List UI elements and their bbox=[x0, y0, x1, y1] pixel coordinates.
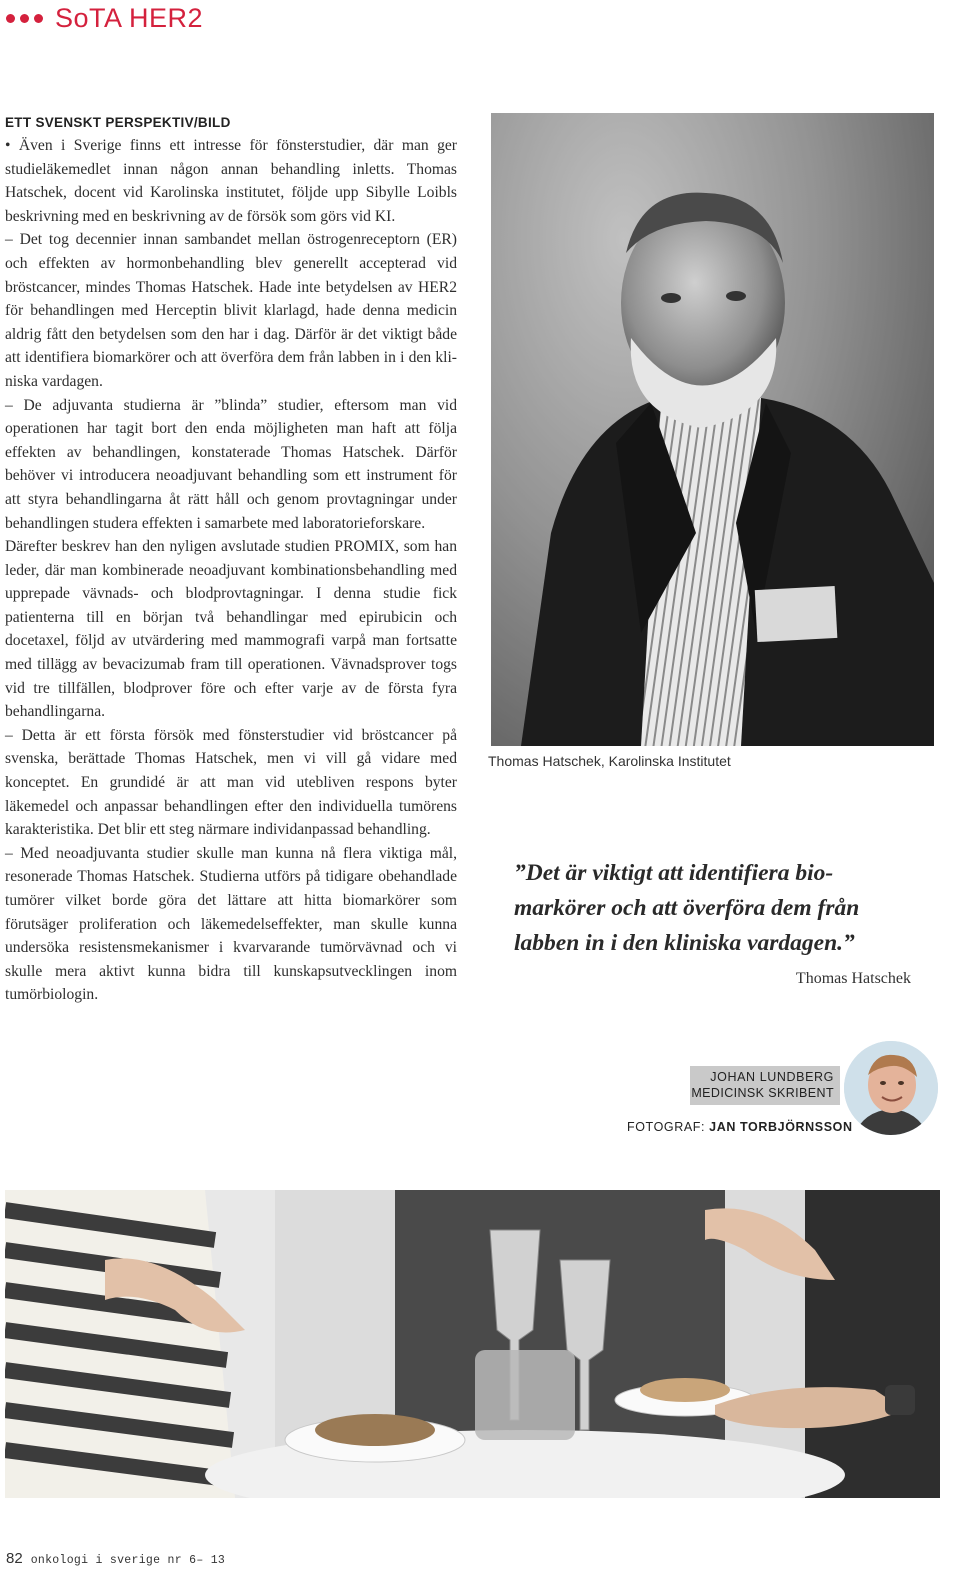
article-paragraph: – Detta är ett första försök med fönsterstudier vid bröstcancer på svenska, berättade Thomas Hatschek, men vi vill gå vidare med konceptet. En grundidé är att man vid utebliven respons byter läkemedel och anpassar behandlingen efter den individuella tumörens karakteristika. Det blir ett steg närmare individanpassad behandling. bbox=[5, 726, 457, 839]
article-body bbox=[5, 114, 457, 1007]
pull-quote: ”Det är viktigt att identifiera biomarkörer och att överföra dem från labben in i den kliniska vardagen.” bbox=[514, 860, 860, 956]
photographer-label: FOTOGRAF: bbox=[627, 1120, 706, 1134]
article-paragraph: • Även i Sverige finns ett intresse för fönsterstudier, där man ger studieläkemedlet innan någon annan behandling inletts. Thomas Hatschek, docent vid Karolinska institutet, följde upp Sibylle Loibls beskrivning med en beskrivning av de försök som görs vid KI. bbox=[5, 137, 457, 225]
article-paragraph: – Det tog decennier innan sambandet mellan östrogenreceptorn (ER) och effekten av hormonbehandling blev generellt accepterad vid bröstcancer, mindes Thomas Hatschek. Hade inte betydelsen av HER2 för behandlingen med Herceptin blivit klarlagd, hade denna medicin aldrig fått den betydelsen som den har i dag. Därför är det viktigt både att identifiera biomarkörer och att överföra dem från labben in i den kliniska vardagen. bbox=[5, 231, 457, 390]
pull-quote-author: Thomas Hatschek bbox=[795, 970, 911, 987]
article-paragraph: Därefter beskrev han den nyligen avslutade studien PROMIX, som han leder, där man kombinerade neoadjuvant kombinationsbehandling med upprepade vävnads- och blodprovtagningar. I denna studie fick patienterna till en början två behandlingar med epirubicin och docetaxel, följd av utvärdering med mammografi varpå man fortsatte med tillägg av bevacizumab fram till operationen. Vävnadsprover togs vid tre tillfällen, blodprover före och efter varje av de första fyra behandlingarna. bbox=[5, 538, 457, 721]
author-byline bbox=[690, 1066, 840, 1105]
bullet-dots-icon bbox=[6, 14, 43, 23]
author-name: JOHAN LUNDBERG bbox=[710, 1070, 834, 1084]
author-photo bbox=[844, 1041, 938, 1135]
photographer-name: JAN TORBJÖRNSSON bbox=[709, 1120, 853, 1134]
dining-photo bbox=[5, 1190, 940, 1498]
photo-caption: Thomas Hatschek, Karolinska Institutet bbox=[488, 753, 731, 769]
page-footer bbox=[6, 1550, 225, 1567]
page-header bbox=[6, 0, 203, 36]
article-paragraph: – Med neoadjuvanta studier skulle man kunna nå flera viktiga mål, resonerade Thomas Hatschek. Studierna utförs på tidigare obehandlade tumörer vilket borde göra det lättare att hitta biomarkörer som förutsäger proliferation och läkemedelseffekter, man skulle kunna undersöka resistensmekanismer i kvarvarande tumörvävnad och vi skulle mera aktivt kunna bidra till kunskapsutvecklingen inom tumörbiologin. bbox=[5, 844, 457, 1004]
section-title: SoTA HER2 bbox=[55, 2, 204, 33]
portrait-photo bbox=[491, 113, 934, 746]
photographer-credit bbox=[627, 1120, 853, 1134]
author-role: MEDICINSK SKRIBENT bbox=[691, 1086, 834, 1100]
page-number: 82 bbox=[6, 1550, 23, 1567]
article-kicker: ETT SVENSKT PERSPEKTIV/BILD bbox=[5, 115, 231, 130]
article-paragraph: – De adjuvanta studierna är ”blinda” studier, eftersom man vid operationen har tagit bort den enda möjligheten man haft att följa effekten av behandlingen, konstaterade Thomas Hatschek. Därför behöver vi introducera neoadjuvant behandling som ett instrument för att styra behandlingarna åt rätt håll och genom provtagningar under behandlingen studera effekten i samarbete med laboratorieforskare. bbox=[5, 396, 457, 532]
publication-name: onkologi i sverige nr 6– 13 bbox=[30, 1554, 226, 1567]
